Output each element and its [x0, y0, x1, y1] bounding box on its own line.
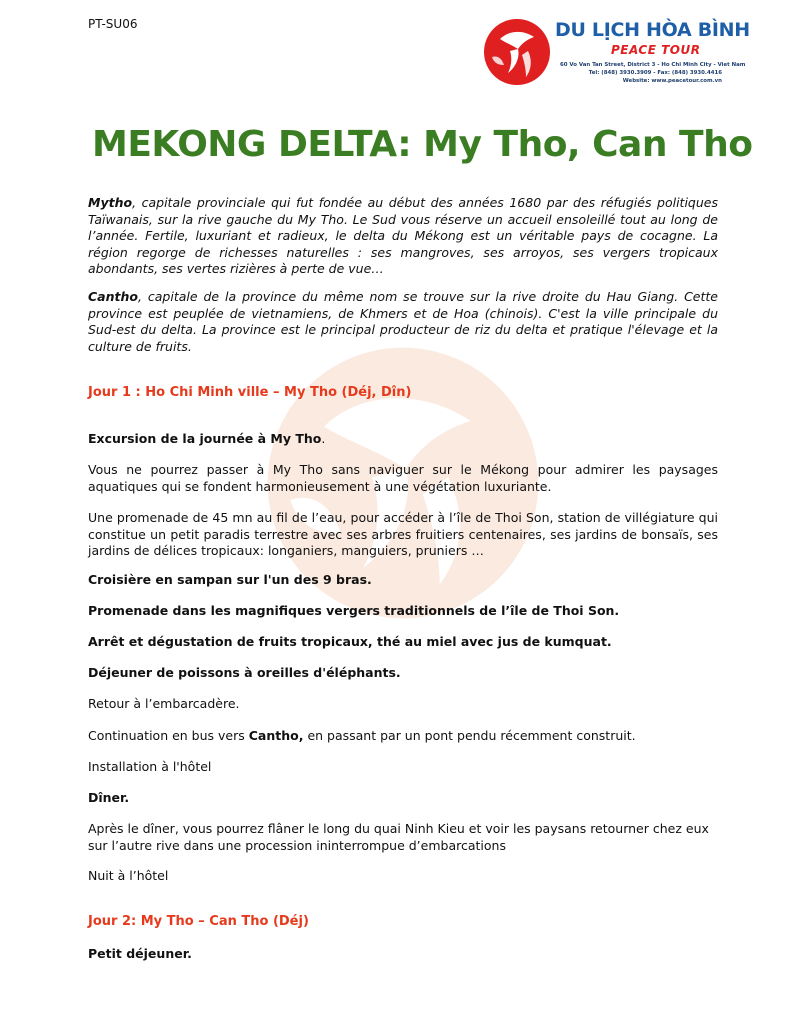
day2-heading: Jour 2: My Tho – Can Tho (Déj): [88, 914, 309, 929]
mytho-text: , capitale provinciale qui fut fondée au début des années 1680 par des réfugiés politiques Taïwanais, sur la rive gauche du My Tho. Le Sud vous réserve un accueil ensoleillé tout au long de l’année. Fertile, luxuriant et radieux, le delta du Mékong est un véritable pays de cocagne. La région regorge de richesses naturelles : ses mangroves, ses arroyos, ses vergers tropicaux abondants, ses vertes rizières à perte de vue…: [88, 195, 718, 276]
continuation-after: en passant par un pont pendu récemment construit.: [303, 728, 636, 743]
continuation-before: Continuation en bus vers: [88, 728, 249, 743]
logo-address: 60 Vo Van Tan Street, District 3 - Ho Chi Minh City - Viet Nam: [560, 62, 746, 68]
excursion-bold: Excursion de la journée à My Tho: [88, 431, 322, 446]
excursion-dot: .: [321, 431, 326, 446]
promenade-paragraph: Une promenade de 45 mn au fil de l’eau, pour accéder à l’île de Thoi Son, station de villégiature qui constitue un petit paradis terrestre avec ses arbres fruitiers centenaires, ses jardins de bonsaïs, ses jardins de délices tropicaux: longaniers, manguiers, pruniers …: [88, 510, 718, 558]
diner-line: Dîner.: [88, 790, 130, 805]
logo-subtitle: PEACE TOUR: [611, 43, 701, 57]
excursion-line: [88, 431, 718, 448]
intro-mytho-paragraph: [88, 195, 718, 278]
document-code: PT-SU06: [88, 17, 138, 31]
logo-title: DU LỊCH HÒA BÌNH: [555, 19, 750, 41]
installation-line: Installation à l'hôtel: [88, 759, 212, 774]
petit-dejeuner-line: Petit déjeuner.: [88, 946, 192, 961]
cantho-name: Cantho: [88, 289, 138, 304]
continuation-bold: Cantho,: [248, 728, 304, 743]
mytho-name: Mytho: [88, 195, 133, 210]
mekong-paragraph: Vous ne pourrez passer à My Tho sans naviguer sur le Mékong pour admirer les paysages aquatiques qui se fondent harmonieusement à une végétation luxuriante.: [88, 462, 718, 494]
logo-website: Website: www.peacetour.com.vn: [622, 78, 722, 84]
peace-tour-logo: [478, 13, 750, 93]
logo-phone: Tel: (848) 3930.3909 - Fax: (848) 3930.4416: [588, 70, 722, 76]
vergers-line: Promenade dans les magnifiques vergers traditionnels de l’île de Thoi Son.: [88, 603, 620, 618]
cantho-text: , capitale de la province du même nom se trouve sur la rive droite du Hau Giang. Cette province est peuplée de vietnamiens, de Khmers et de Hoa (chinois). C'est la ville principale du Sud-est du delta. La province est le principal producteur de riz du delta et pratique l'élevage et la culture de fruits.: [88, 289, 718, 354]
intro-cantho-paragraph: [88, 289, 718, 355]
day1-heading: Jour 1 : Ho Chi Minh ville – My Tho (Déj, Dîn): [88, 385, 412, 400]
apres-paragraph: Après le dîner, vous pourrez flâner le long du quai Ninh Kieu et voir les paysans retourner chez eux sur l’autre rive dans une procession ininterrompue d’embarcations: [88, 821, 709, 853]
globe-dove-icon: [482, 17, 552, 87]
retour-line: Retour à l’embarcadère.: [88, 696, 240, 711]
dejeuner-line: Déjeuner de poissons à oreilles d'éléphants.: [88, 665, 401, 680]
page-title: MEKONG DELTA: My Tho, Can Tho: [92, 124, 753, 165]
nuit-line: Nuit à l’hôtel: [88, 868, 169, 883]
continuation-line: [88, 728, 718, 745]
croisiere-line: Croisière en sampan sur l'un des 9 bras.: [88, 572, 372, 587]
arret-line: Arrêt et dégustation de fruits tropicaux, thé au miel avec jus de kumquat.: [88, 634, 612, 649]
